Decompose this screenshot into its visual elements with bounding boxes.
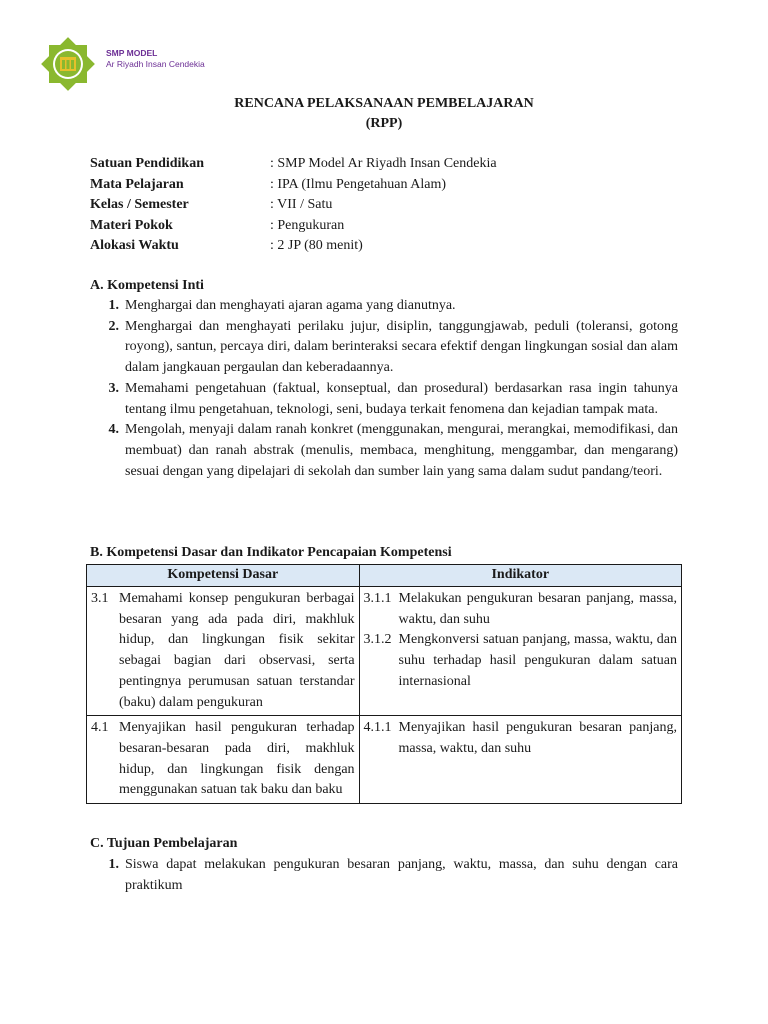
- list-item-number: 1.: [108, 298, 119, 313]
- column-header-kd: Kompetensi Dasar: [87, 565, 360, 587]
- list-item: [90, 379, 678, 420]
- table-header-row: [87, 565, 682, 587]
- identity-value: : Pengukuran: [270, 217, 345, 233]
- list-item: [90, 855, 678, 896]
- tujuan-list: [90, 855, 678, 896]
- identity-value: : VII / Satu: [270, 197, 333, 212]
- identity-value: : SMP Model Ar Riyadh Insan Cendekia: [270, 156, 497, 171]
- identity-label: Kelas / Semester: [90, 197, 189, 212]
- list-item-text: Menghargai dan menghayati ajaran agama yang dianutnya.: [125, 298, 456, 313]
- list-item-text: Menghargai dan menghayati perilaku jujur, disiplin, tanggungjawab, peduli (toleransi, gotong royong), santun, percaya diri, dalam berinteraksi secara efektif dengan lingkungan sosial dan alam dalam jangkauan pergaulan dan keberadaannya.: [125, 318, 678, 376]
- indicator-text: Melakukan pengukuran besaran panjang, massa, waktu, dan suhu: [398, 591, 677, 627]
- kd-number: 4.1: [91, 720, 109, 736]
- identity-row: [90, 195, 497, 216]
- section-b-title: B. Kompetensi Dasar dan Indikator Pencapaian Kompetensi: [90, 545, 452, 560]
- kd-number: 3.1: [91, 591, 109, 606]
- list-item-number: 1.: [108, 857, 119, 872]
- column-header-indikator: Indikator: [359, 565, 681, 587]
- school-name-line1: SMP MODEL: [106, 48, 158, 58]
- identity-label: Alokasi Waktu: [90, 238, 179, 253]
- identity-row: [90, 154, 497, 175]
- title-line1: RENCANA PELAKSANAAN PEMBELAJARAN: [234, 96, 534, 111]
- list-item: [90, 317, 678, 379]
- identity-label: Mata Pelajaran: [90, 176, 184, 192]
- identity-value: : 2 JP (80 menit): [270, 238, 363, 253]
- identity-label: Materi Pokok: [90, 217, 173, 233]
- kd-cell: [87, 716, 360, 804]
- indicator-text: Mengkonversi satuan panjang, massa, waktu, dan suhu terhadap hasil pengukuran dalam satuan internasional: [398, 632, 677, 689]
- indicator-cell: [359, 716, 681, 804]
- indicator-cell: [359, 587, 681, 716]
- list-item-text: Mengolah, menyaji dalam ranah konkret (menggunakan, mengurai, merangkai, memodifikasi, dan membuat) dan ranah abstrak (menulis, membaca, menghitung, menggambar, dan mengarang) sesuai dengan yang dipelajari di sekolah dan sumber lain yang sama dalam sudut pandang/teori.: [125, 422, 678, 479]
- list-item-number: 3.: [108, 380, 119, 396]
- school-name-block: [106, 48, 205, 70]
- title-line2: (RPP): [365, 116, 403, 131]
- identity-row: [90, 216, 497, 237]
- indicator-number: 4.1.1: [363, 720, 392, 736]
- identity-row: [90, 236, 497, 257]
- table-row: [87, 587, 682, 716]
- list-item-text: Memahami pengetahuan (faktual, konseptual, dan prosedural) berdasarkan rasa ingin tahunya tentang ilmu pengetahuan, teknologi, seni, budaya terkait fenomena dan kejadian tampak mata.: [125, 380, 678, 417]
- list-item: [90, 296, 678, 317]
- section-a-title: A. Kompetensi Inti: [90, 278, 204, 293]
- document-title: [0, 94, 768, 134]
- school-name-line2: Ar Riyadh Insan Cendekia: [106, 59, 205, 69]
- list-item-number: 2.: [108, 318, 119, 334]
- school-logo-icon: [40, 36, 96, 92]
- list-item: [90, 420, 678, 482]
- identity-label: Satuan Pendidikan: [90, 156, 204, 171]
- kd-text: Menyajikan hasil pengukuran terhadap besaran-besaran pada diri, makhluk hidup, dan lingkungan fisik dengan menggunakan satuan tak baku dan baku: [119, 720, 355, 798]
- indicator-number: 3.1.2: [363, 632, 392, 648]
- kompetensi-inti-list: [90, 296, 678, 482]
- identity-row: [90, 175, 497, 196]
- identity-value: : IPA (Ilmu Pengetahuan Alam): [270, 176, 447, 192]
- table-row: [87, 716, 682, 804]
- list-item-text: Siswa dapat melakukan pengukuran besaran panjang, waktu, massa, dan suhu dengan cara praktikum: [125, 857, 678, 893]
- indicator-text: Menyajikan hasil pengukuran besaran panjang, massa, waktu, dan suhu: [398, 720, 677, 756]
- identity-table: [90, 154, 497, 257]
- section-c-title: C. Tujuan Pembelajaran: [90, 836, 238, 851]
- kd-cell: [87, 587, 360, 716]
- kd-indicator-table: [86, 564, 682, 804]
- kd-text: Memahami konsep pengukuran berbagai besaran yang ada pada diri, makhluk hidup, dan lingkungan fisik sekitar sebagai bagian dari observasi, serta pentingnya perumusan satuan terstandar (baku) dalam pengukuran: [119, 591, 355, 710]
- indicator-number: 3.1.1: [363, 591, 392, 606]
- list-item-number: 4.: [108, 422, 119, 438]
